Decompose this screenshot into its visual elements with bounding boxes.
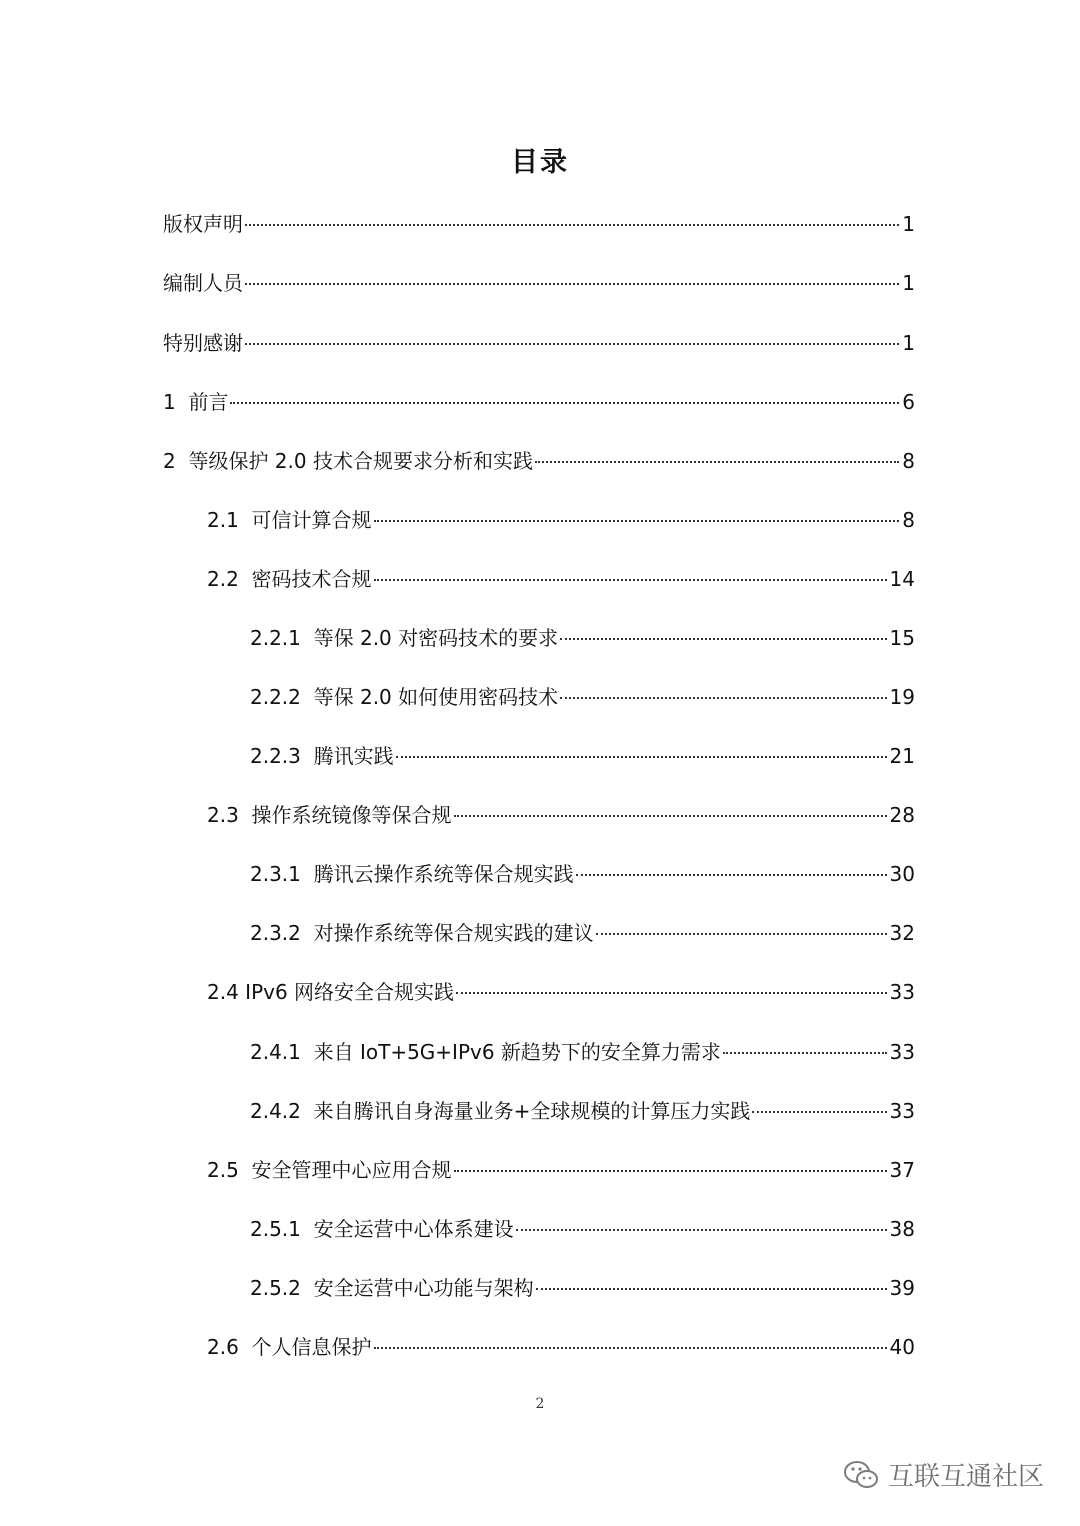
toc-entry-label: 腾讯云操作系统等保合规实践: [313, 862, 574, 886]
toc-leader-dots: [560, 637, 886, 640]
toc-leader-dots: [752, 1110, 886, 1113]
toc-entry-page: 32: [889, 921, 915, 945]
toc-entry[interactable]: [250, 618, 915, 658]
watermark-text: 互联互通社区: [887, 1462, 1044, 1492]
toc-entry[interactable]: [250, 1091, 915, 1131]
toc-leader-dots: [396, 755, 887, 758]
toc-entry-number: 2.1: [207, 508, 252, 532]
toc-entry[interactable]: [163, 441, 915, 481]
toc-entry-number: 2.2.2: [250, 685, 314, 709]
toc-entry[interactable]: [207, 795, 915, 835]
toc-leader-dots: [596, 932, 887, 935]
toc-entry[interactable]: [250, 677, 915, 717]
toc-entry-page: 40: [889, 1335, 915, 1359]
toc-entry-page: 8: [902, 508, 915, 532]
toc-entry-number: 2.5.1: [250, 1217, 314, 1241]
toc-entry-label: 安全运营中心体系建设: [313, 1217, 514, 1241]
toc-entry-page: 28: [889, 803, 915, 827]
toc-entry-label: 安全管理中心应用合规: [251, 1158, 452, 1182]
toc-entry[interactable]: [250, 1032, 915, 1072]
toc-entry-page: 21: [889, 744, 915, 768]
toc-entry-number: 2.2.3: [250, 744, 314, 768]
toc-entry-page: 15: [889, 626, 915, 650]
toc-entry-page: 39: [889, 1276, 915, 1300]
toc-leader-dots: [536, 1287, 887, 1290]
toc-entry[interactable]: [207, 559, 915, 599]
toc-entry-number: 2.5: [207, 1158, 252, 1182]
toc-leader-dots: [374, 578, 887, 581]
toc-leader-dots: [560, 696, 886, 699]
toc-entry-page: 38: [889, 1217, 915, 1241]
toc-leader-dots: [516, 1228, 887, 1231]
toc-entry-label: 来自腾讯自身海量业务+全球规模的计算压力实践: [313, 1099, 751, 1123]
toc-entry-number: 2.4.2: [250, 1099, 314, 1123]
toc-leader-dots: [723, 1051, 887, 1054]
toc-entry-label: 来自 IoT+5G+IPv6 新趋势下的安全算力需求: [313, 1040, 721, 1064]
toc-entry-label: 安全运营中心功能与架构: [313, 1276, 534, 1300]
toc-entry-label: IPv6 网络安全合规实践: [245, 980, 455, 1004]
toc-entry-label: 等级保护 2.0 技术合规要求分析和实践: [188, 449, 533, 473]
toc-entry-page: 1: [902, 331, 915, 355]
toc-entry-number: 2.3.1: [250, 862, 314, 886]
toc-entry-page: 8: [902, 449, 915, 473]
toc-entry-page: 37: [889, 1158, 915, 1182]
toc-leader-dots: [245, 342, 899, 345]
toc-entry[interactable]: [250, 854, 915, 894]
toc-entry[interactable]: [207, 1150, 915, 1190]
toc-entry-page: 33: [889, 1099, 915, 1123]
toc-entry[interactable]: [207, 500, 915, 540]
toc-entry-label: 腾讯实践: [313, 744, 394, 768]
toc-entry[interactable]: [163, 382, 915, 422]
toc-leader-dots: [245, 223, 899, 226]
page-number: 2: [535, 1396, 545, 1412]
toc-entry-page: 6: [902, 390, 915, 414]
toc-leader-dots: [456, 991, 886, 994]
toc-entry-page: 33: [889, 1040, 915, 1064]
toc-entry-page: 1: [902, 271, 915, 295]
toc-entry-label: 等保 2.0 对密码技术的要求: [313, 626, 559, 650]
toc-entry[interactable]: [163, 323, 915, 363]
toc-entry-label: 对操作系统等保合规实践的建议: [313, 921, 594, 945]
toc-entry-label: 个人信息保护: [251, 1335, 372, 1359]
toc-leader-dots: [576, 873, 887, 876]
toc-entry[interactable]: [207, 1327, 915, 1367]
toc-leader-dots: [245, 282, 899, 285]
toc-entry-number: 2.6: [207, 1335, 252, 1359]
toc-entry-number: 2.5.2: [250, 1276, 314, 1300]
toc-entry[interactable]: [163, 204, 915, 244]
toc-title: 目录: [511, 147, 569, 178]
toc-leader-dots: [374, 1346, 887, 1349]
toc-leader-dots: [230, 401, 899, 404]
toc-entry-number: 2.3.2: [250, 921, 314, 945]
toc-entry-label: 操作系统镜像等保合规: [251, 803, 452, 827]
toc-entry-number: 1: [163, 390, 189, 414]
watermark: [844, 1456, 1044, 1493]
toc-leader-dots: [454, 814, 887, 817]
wechat-icon: [844, 1460, 878, 1490]
toc-entry-number: 2.4: [207, 980, 246, 1004]
toc-leader-dots: [454, 1169, 887, 1172]
toc-entry[interactable]: [207, 972, 915, 1012]
toc-entry[interactable]: [250, 913, 915, 953]
toc-entry-label: 密码技术合规: [251, 567, 372, 591]
toc-entry-number: 2.3: [207, 803, 252, 827]
toc-entry[interactable]: [250, 1209, 915, 1249]
toc-entry-label: 编制人员: [163, 271, 243, 295]
toc-entry-page: 30: [889, 862, 915, 886]
toc-entry-number: 2.2: [207, 567, 252, 591]
toc-entry-number: 2.4.1: [250, 1040, 314, 1064]
toc-entry[interactable]: [250, 1268, 915, 1308]
toc-entry-page: 14: [889, 567, 915, 591]
toc-entry[interactable]: [250, 736, 915, 776]
toc-entry-label: 版权声明: [163, 212, 243, 236]
toc-entry-page: 1: [902, 212, 915, 236]
toc-entry-number: 2.2.1: [250, 626, 314, 650]
toc-leader-dots: [374, 519, 900, 522]
toc-entry-label: 等保 2.0 如何使用密码技术: [313, 685, 559, 709]
toc-entry[interactable]: [163, 263, 915, 303]
toc-leader-dots: [535, 460, 899, 463]
toc-entry-page: 19: [889, 685, 915, 709]
toc-entry-label: 前言: [188, 390, 229, 414]
toc-entry-label: 可信计算合规: [251, 508, 372, 532]
toc-entry-label: 特别感谢: [163, 331, 243, 355]
toc-entry-number: 2: [163, 449, 189, 473]
toc-entry-page: 33: [889, 980, 915, 1004]
